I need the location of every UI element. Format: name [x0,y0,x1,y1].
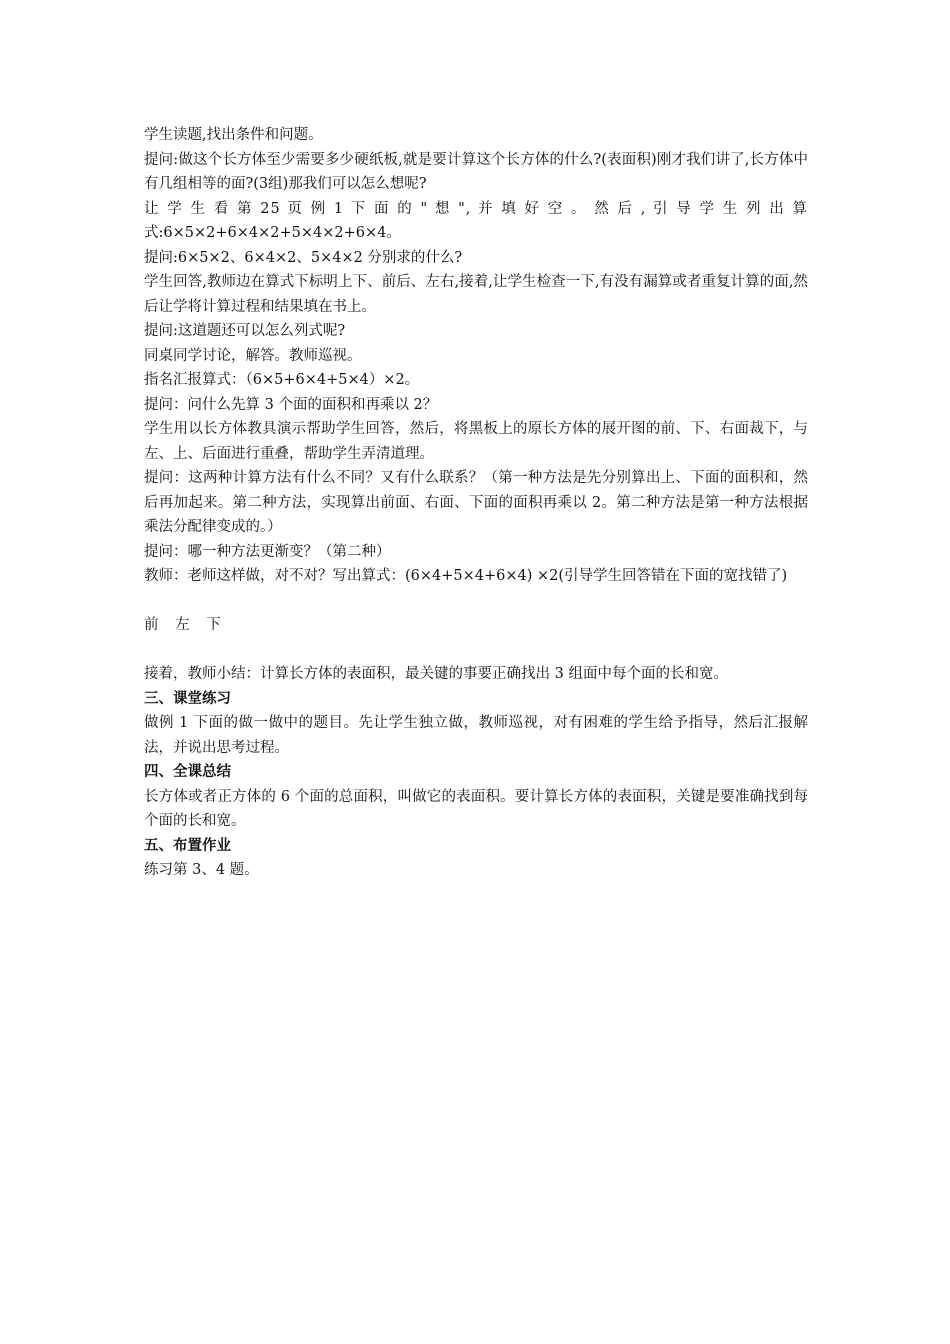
paragraph-formula-one: 式:6×5×2+6×4×2+5×4×2+6×4。 [144,225,401,241]
paragraph-question-why: 提问：问什么先算 3 个面的面积和再乘以 2？ [144,396,438,413]
paragraph-summary: 接着，教师小结：计算长方体的表面积，最关键的事要正确找出 3 组面中每个面的长和宽。 [144,666,728,682]
paragraph-question-terms: 提问:6×5×2、6×4×2、5×4×2 分别求的什么? [144,249,463,266]
paragraph-demonstration: 学生用以长方体教具演示帮助学生回答，然后，将黑板上的原长方体的展开图的前、下、右面裁下，与左、上、后面进行重叠，帮助学生弄清道理。 [144,421,808,462]
paragraph-discussion: 同桌同学讨论，解答。教师巡视。 [144,347,362,364]
spacer [144,638,808,663]
paragraph-read-question: 学生读题,找出条件和问题。 [144,127,323,143]
paragraph-question-surface-area: 提问:做这个长方体至少需要多少硬纸板,就是要计算这个长方体的什么?(表面积)刚才我们讲了,长方体中有几组相等的面?(3组)那我们可以怎么想呢? [144,151,808,192]
paragraph-question-compare: 提问：这两种计算方法有什么不同？又有什么联系？（第一种方法是先分别算出上、下面的面积和，然后再加起来。第二种方法，实现算出前面、右面、下面的面积再乘以 2。第二种方法是第一种方法根据乘法分配律变成的。） [144,470,808,535]
paragraph-student-answer: 学生回答,教师边在算式下标明上下、前后、左右,接着,让学生检查一下,有没有漏算或者重复计算的面,然后让学将计算过程和结果填在书上。 [144,274,808,315]
heading-lesson-summary: 四、全课总结 [144,764,231,780]
heading-homework: 五、布置作业 [144,837,231,854]
paragraph-teacher-check: 教师：老师这样做，对不对？写出算式：(6×4+5×4+6×4) ×2(引导学生回答错在下面的宽找错了) [144,568,788,584]
spacer [144,589,808,614]
paragraph-definition: 长方体或者正方体的 6 个面的总面积，叫做它的表面积。要计算长方体的表面积，关键是要准确找到每个面的长和宽。 [144,788,808,829]
document-body [144,123,808,883]
paragraph-question-simpler: 提问：哪一种方法更渐变？（第二种） [144,543,391,560]
heading-classroom-practice: 三、课堂练习 [144,690,231,707]
paragraph-question-alternative: 提问:这道题还可以怎么列式呢? [144,323,346,339]
paragraph-report-formula: 指名汇报算式：（6×5+6×4+5×4）×2。 [144,372,420,388]
paragraph-face-labels: 前 左 下 [144,617,227,633]
paragraph-example-instruction: 让 学 生 看 第 25 页 例 1 下 面 的 " 想 ", 并 填 好 空 。 然 后 , 引 导 学 生 列 出 算 [144,200,808,217]
paragraph-homework: 练习第 3、4 题。 [144,862,259,878]
paragraph-practice: 做例 1 下面的做一做中的题目。先让学生独立做，教师巡视，对有困难的学生给予指导，然后汇报解法，并说出思考过程。 [144,715,808,756]
